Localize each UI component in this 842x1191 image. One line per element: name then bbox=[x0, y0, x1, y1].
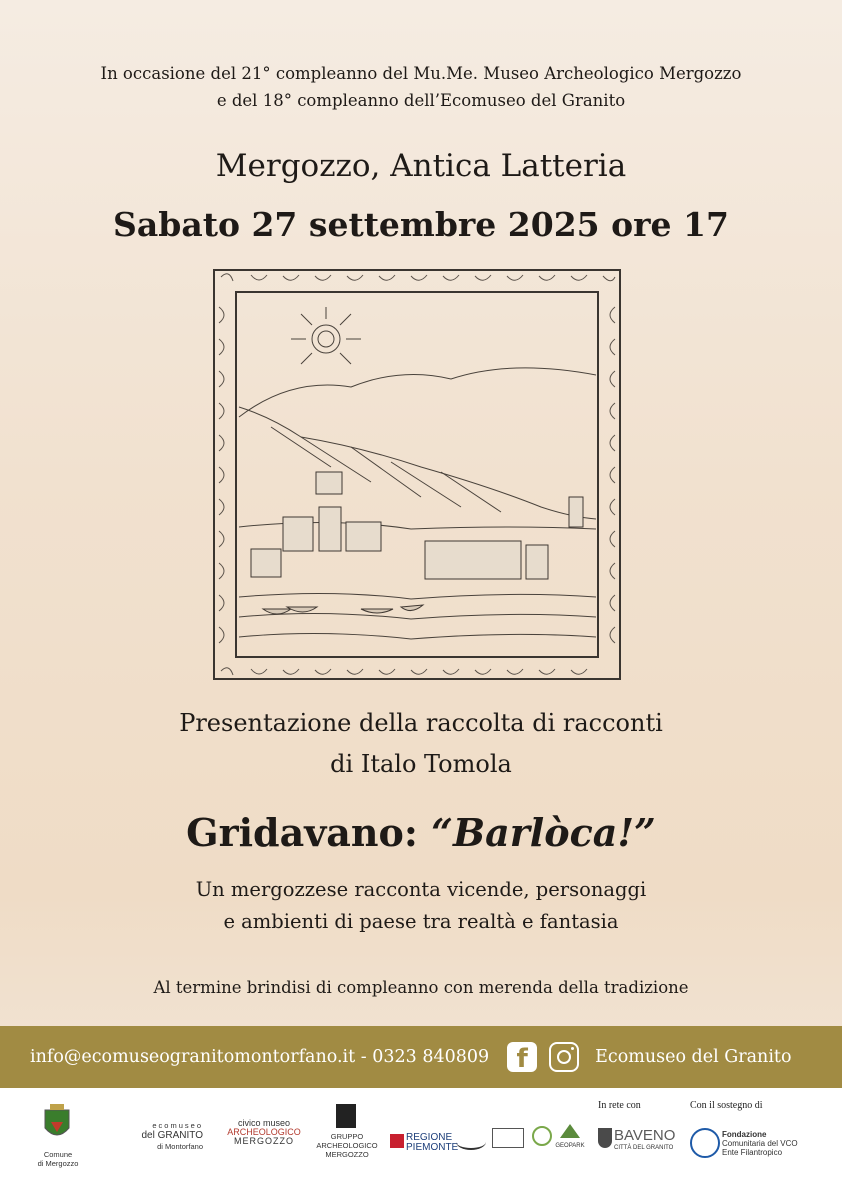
baveno-crest-icon bbox=[598, 1128, 612, 1148]
subtitle-line-1: Un mergozzese racconta vicende, personaggi bbox=[195, 878, 647, 901]
closing-text: Al termine brindisi di compleanno con merenda della tradizione bbox=[153, 978, 689, 997]
intro-line-2: e del 18° compleanno dell’Ecomuseo del Granito bbox=[216, 91, 626, 110]
lakeside-village-drawing-icon bbox=[211, 267, 623, 682]
network-logo-icon bbox=[532, 1126, 552, 1146]
contact-bar bbox=[0, 1026, 842, 1088]
book-title bbox=[0, 808, 842, 858]
gruppo-archeologico-emblem-icon bbox=[336, 1104, 356, 1128]
regione-piemonte-logo: REGIONE PIEMONTE bbox=[406, 1132, 459, 1153]
unesco-logo-icon bbox=[492, 1128, 524, 1148]
geopark-label: GEOPARK bbox=[555, 1143, 585, 1149]
scribble-logo-icon bbox=[456, 1134, 486, 1150]
contact-info[interactable]: info@ecomuseogranitomontorfano.it - 0323 840809 bbox=[30, 1047, 490, 1067]
book-subtitle bbox=[0, 874, 842, 938]
geopark-logo-icon bbox=[560, 1124, 580, 1138]
presentation-text bbox=[0, 703, 842, 785]
presentation-line-1: Presentazione della raccolta di racconti bbox=[179, 709, 663, 737]
intro-line-1: In occasione del 21° compleanno del Mu.Me. Museo Archeologico Mergozzo bbox=[100, 64, 742, 83]
event-venue: Mergozzo, Antica Latteria bbox=[215, 148, 627, 184]
instagram-icon[interactable] bbox=[549, 1042, 579, 1072]
sostegno-label: Con il sostegno di bbox=[690, 1100, 763, 1111]
fondazione-logo: Fondazione Comunitaria del VCO Ente Filantropico bbox=[722, 1130, 798, 1157]
baveno-logo: BAVENO CITTÀ DEL GRANITO bbox=[614, 1127, 676, 1151]
subtitle-line-2: e ambienti di paese tra realtà e fantasia bbox=[223, 910, 619, 933]
presentation-line-2: di Italo Tomola bbox=[330, 750, 512, 778]
book-title-quote: “Barlòca!” bbox=[431, 810, 656, 855]
civico-museo-logo: civico museo ARCHEOLOGICO MERGOZZO bbox=[227, 1118, 301, 1146]
event-date: Sabato 27 settembre 2025 ore 17 bbox=[113, 205, 729, 244]
sponsor-footer bbox=[0, 1088, 842, 1191]
intro-text bbox=[0, 60, 842, 114]
facebook-icon[interactable]: f bbox=[507, 1042, 537, 1072]
book-title-prefix: Gridavano: bbox=[186, 810, 418, 855]
gruppo-archeologico-logo: GRUPPO ARCHEOLOGICO MERGOZZO bbox=[316, 1132, 378, 1159]
fondazione-logo-icon bbox=[690, 1128, 720, 1158]
ecomuseo-logo: ecomuseo del GRANITO di Montorfano bbox=[141, 1121, 203, 1151]
comune-logo: Comune di Mergozzo bbox=[37, 1150, 79, 1168]
comune-coat-of-arms-icon bbox=[42, 1102, 72, 1144]
regione-piemonte-icon bbox=[390, 1134, 404, 1148]
in-rete-label: In rete con bbox=[598, 1100, 641, 1111]
social-label[interactable]: Ecomuseo del Granito bbox=[595, 1047, 792, 1067]
